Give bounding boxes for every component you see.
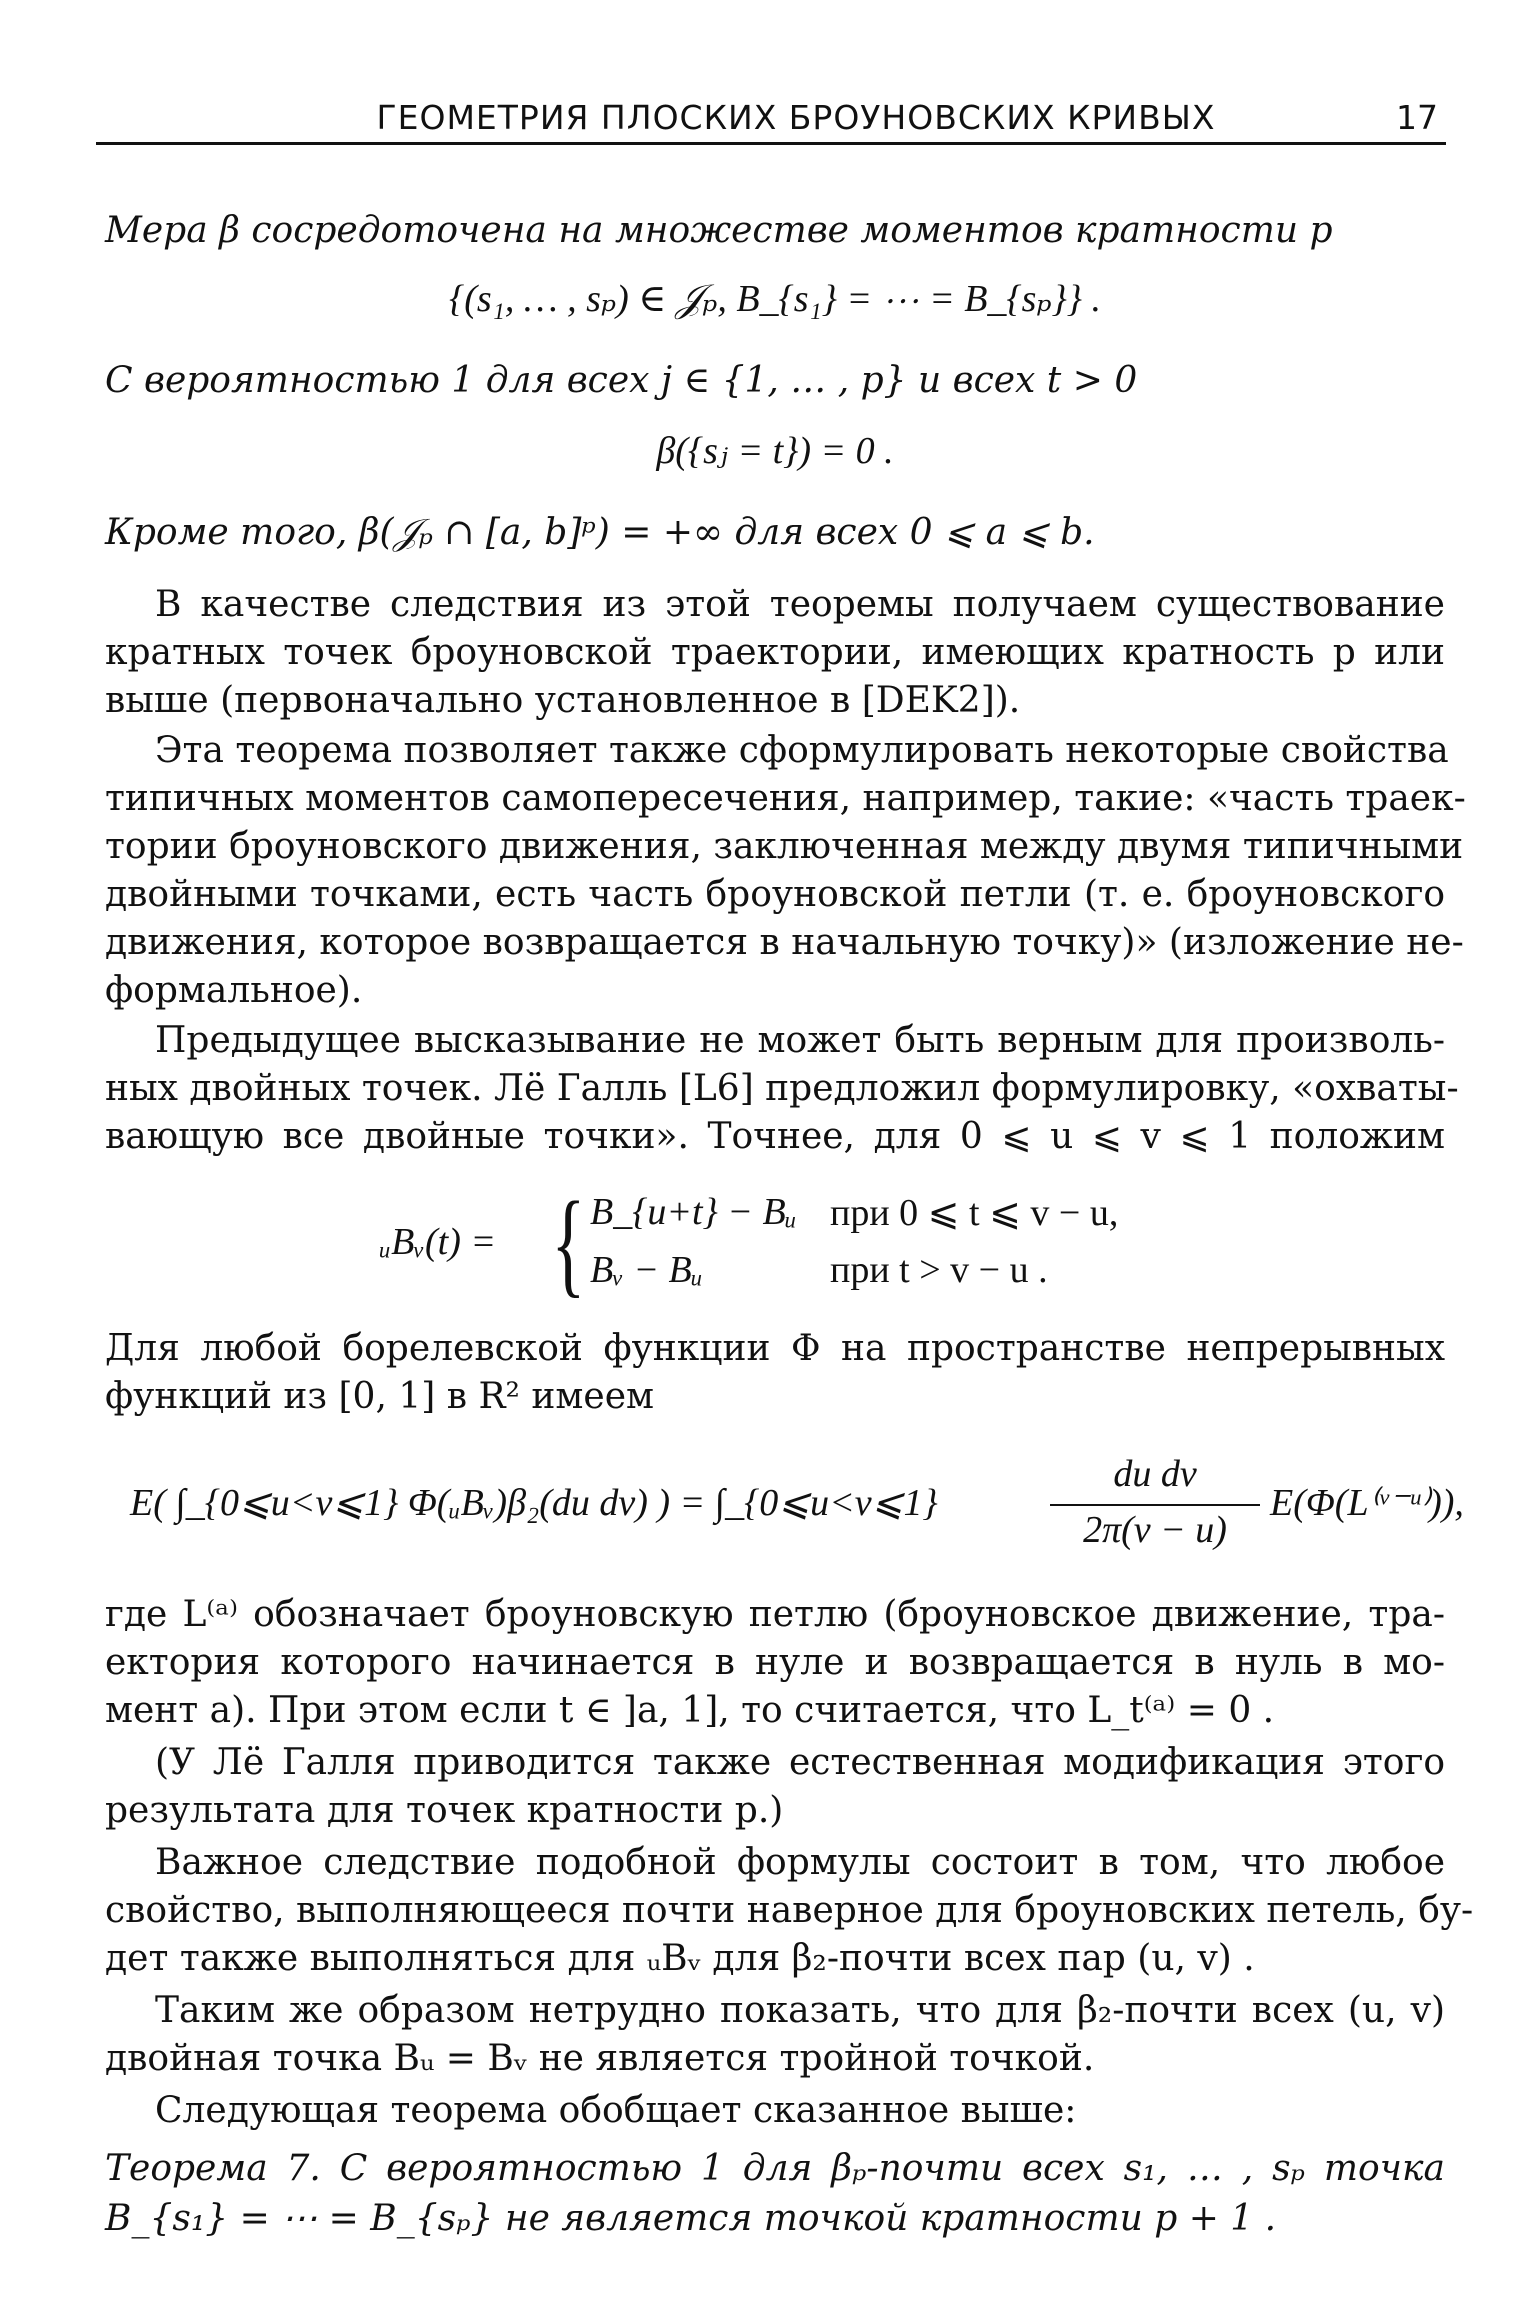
paragraph-line: Для любой борелевской функции Φ на пространстве непрерывных xyxy=(105,1328,1445,1369)
integral-formula xyxy=(130,1452,1464,1562)
paragraph-line: ектория которого начинается в нуле и возвращается в нуль в мо- xyxy=(105,1642,1445,1683)
paragraph-line: тории броуновского движения, заключенная между двумя типичными xyxy=(105,826,1464,867)
fraction-bar xyxy=(1050,1504,1260,1506)
paragraph-line: дет также выполняться для ᵤBᵥ для β₂-почти всех пар (u, v) . xyxy=(105,1938,1255,1979)
theorem-text-line: С вероятностью 1 для всех j ∈ {1, … , p} и всех t > 0 xyxy=(105,360,1138,401)
page-number: 17 xyxy=(1396,98,1438,137)
cases-lhs: ᵤBᵥ(t) = xyxy=(380,1221,496,1263)
cases-formula xyxy=(380,1178,1280,1318)
paragraph-line: кратных точек броуновской траектории, имеющих кратность p или xyxy=(105,632,1445,673)
paragraph-line: В качестве следствия из этой теоремы получаем существование xyxy=(155,584,1445,625)
paragraph-line: формальное). xyxy=(105,970,363,1011)
case-condition: при 0 ⩽ t ⩽ v − u, xyxy=(830,1192,1119,1234)
case-row xyxy=(590,1248,1048,1292)
paragraph-line: Эта теорема позволяет также сформулировать некоторые свойства xyxy=(155,730,1449,771)
paragraph-line: движения, которое возвращается в начальную точку)» (изложение не- xyxy=(105,922,1464,963)
fraction-numerator: du dv xyxy=(1113,1453,1197,1495)
page-header xyxy=(96,92,1446,145)
theorem-text-line: Кроме того, β(𝒥ₚ ∩ [a, b]ᵖ) = +∞ для всех 0 ⩽ a ⩽ b. xyxy=(105,512,1095,553)
paragraph-line: типичных моментов самопересечения, например, такие: «часть траек- xyxy=(105,778,1466,819)
paragraph-line: вающую все двойные точки». Точнее, для 0 ⩽ u ⩽ v ⩽ 1 положим xyxy=(105,1116,1445,1157)
paragraph-line: где L⁽ᵃ⁾ обозначает броуновскую петлю (броуновское движение, тра- xyxy=(105,1594,1445,1635)
paragraph-line: результата для точек кратности p.) xyxy=(105,1790,784,1831)
paragraph-line: свойство, выполняющееся почти наверное для броуновских петель, бу- xyxy=(105,1890,1474,1931)
theorem-text-line: Мера β сосредоточена на множестве моментов кратности p xyxy=(105,210,1333,251)
paragraph-line: Предыдущее высказывание не может быть верным для произволь- xyxy=(155,1020,1445,1061)
case-expression: B_{u+t} − Bᵤ xyxy=(590,1191,797,1233)
paragraph-line: выше (первоначально установленное в [DEK2]). xyxy=(105,680,1021,721)
integral-right-side: E(Φ(L⁽ᵛ⁻ᵘ⁾)), xyxy=(1270,1482,1464,1524)
paragraph-line: Следующая теорема обобщает сказанное выше: xyxy=(155,2090,1077,2131)
paragraph-line: функций из [0, 1] в R² имеем xyxy=(105,1376,655,1417)
paragraph-line: Таким же образом нетрудно показать, что для β₂-почти всех (u, v) xyxy=(155,1990,1445,2031)
fraction-denominator: 2π(v − u) xyxy=(1083,1509,1227,1551)
paragraph-line: (У Лё Галля приводится также естественная модификация этого xyxy=(155,1742,1445,1783)
case-condition: при t > v − u . xyxy=(830,1249,1048,1291)
case-row xyxy=(590,1190,1119,1234)
paragraph-line: ных двойных точек. Лё Галль [L6] предложил формулировку, «охваты- xyxy=(105,1068,1459,1109)
paragraph-line: двойными точками, есть часть броуновской петли (т. е. броуновского xyxy=(105,874,1445,915)
display-formula: {(s₁, … , sₚ) ∈ 𝒥ₚ, B_{s₁} = ⋯ = B_{sₚ}} . xyxy=(449,278,1101,320)
theorem-statement-line: Теорема 7. С вероятностью 1 для βₚ-почти всех s₁, … , sₚ точка xyxy=(105,2148,1445,2189)
paragraph-line: Важное следствие подобной формулы состоит в том, что любое xyxy=(155,1842,1445,1883)
running-title: ГЕОМЕТРИЯ ПЛОСКИХ БРОУНОВСКИХ КРИВЫХ xyxy=(376,98,1216,137)
left-brace: { xyxy=(551,1177,586,1308)
integral-left-side: E( ∫_{0⩽u<v⩽1} Φ(ᵤBᵥ)β₂(du dv) ) = ∫_{0⩽u<v⩽1} xyxy=(130,1482,938,1524)
paragraph-line: мент a). При этом если t ∈ ]a, 1], то считается, что L_t⁽ᵃ⁾ = 0 . xyxy=(105,1690,1275,1731)
paragraph-line: двойная точка Bᵤ = Bᵥ не является тройной точкой. xyxy=(105,2038,1095,2079)
display-formula: β({sⱼ = t}) = 0 . xyxy=(656,430,894,472)
case-expression: Bᵥ − Bᵤ xyxy=(590,1249,703,1291)
theorem-statement-line: B_{s₁} = ⋯ = B_{sₚ} не является точкой кратности p + 1 . xyxy=(105,2198,1277,2239)
